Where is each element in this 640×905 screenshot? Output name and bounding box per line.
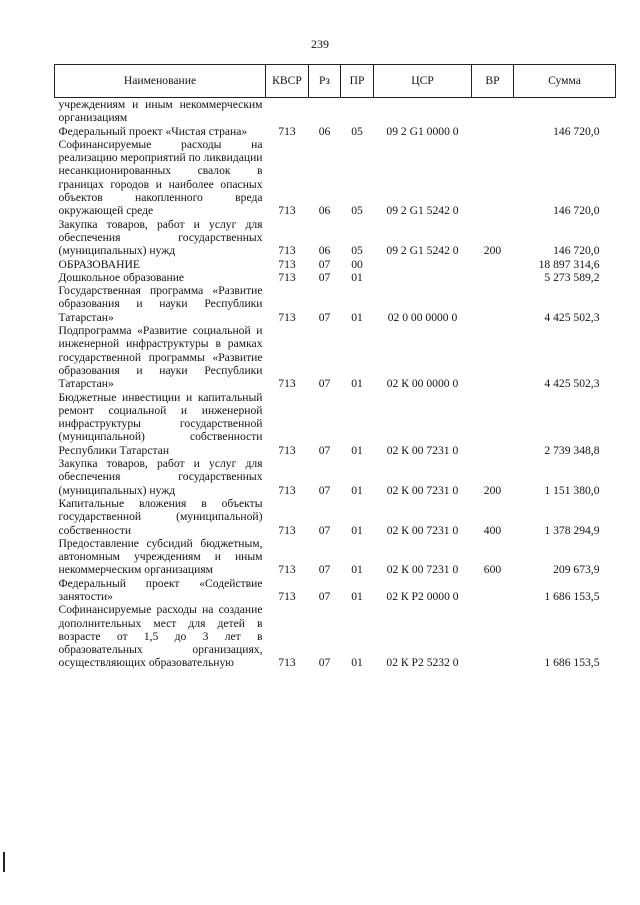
col-header-rz: Рз <box>309 65 341 98</box>
row-vr: 400 <box>483 523 502 537</box>
row-sum: 1 686 153,5 <box>544 589 600 603</box>
row-csr: 02 К 00 7231 0 <box>386 563 459 577</box>
row-csr <box>374 258 472 271</box>
row-pr: 01 <box>351 443 363 457</box>
row-rz: 07 <box>318 589 331 603</box>
row-name: Подпрограмма «Развитие социальной и инженерной инфраструктуры в рамках государственной программы «Развитие образования и науки Республики Татарстан» <box>58 324 263 391</box>
row-rz <box>309 98 341 125</box>
row-vr <box>472 271 514 284</box>
row-name: Софинансируемые расходы на создание дополнительных мест для детей в возрасте от 1,5 до 3 лет в образовательных организациях, осуществляющих образовательную <box>58 603 263 670</box>
row-csr: 02 К 00 0000 0 <box>386 377 459 391</box>
row-vr: 200 <box>483 483 502 497</box>
col-header-kvsr: КВСР <box>266 65 309 98</box>
row-pr: 01 <box>351 270 363 284</box>
row-kvsr: 713 <box>278 523 296 537</box>
row-pr: 01 <box>351 377 363 391</box>
row-pr: 05 <box>351 124 363 138</box>
row-sum: 146 720,0 <box>553 124 600 138</box>
row-vr: 600 <box>483 563 502 577</box>
row-rz: 07 <box>318 257 331 271</box>
col-header-csr: ЦСР <box>374 65 472 98</box>
table-row <box>55 537 616 577</box>
table-row <box>55 324 616 390</box>
row-pr: 01 <box>351 483 363 497</box>
row-sum: 146 720,0 <box>553 204 600 218</box>
table-row <box>55 457 616 497</box>
row-sum: 1 686 153,5 <box>544 656 600 670</box>
row-name: Предоставление субсидий бюджетным, автономным учреждениям и иным некоммерческим организациям <box>58 536 263 577</box>
row-name: Бюджетные инвестиции и капитальный ремонт социальной и инженерной инфраструктуры государственной (муниципальной) собственности Республики Татарстан <box>58 390 263 457</box>
table-row <box>55 258 616 271</box>
row-name: Закупка товаров, работ и услуг для обеспечения государственных (муниципальных) нужд <box>58 217 263 258</box>
row-name: Государственная программа «Развитие образования и науки Республики Татарстан» <box>58 284 263 324</box>
table-row <box>55 125 616 138</box>
row-rz: 07 <box>318 443 331 457</box>
row-pr: 01 <box>351 523 363 537</box>
row-vr <box>472 391 514 457</box>
row-kvsr: 713 <box>278 377 296 391</box>
row-kvsr: 713 <box>278 244 296 258</box>
row-rz: 07 <box>318 270 331 284</box>
row-rz: 07 <box>318 377 331 391</box>
row-sum: 18 897 314,6 <box>538 257 600 271</box>
row-sum: 5 273 589,2 <box>544 270 600 284</box>
row-rz: 06 <box>318 204 331 218</box>
row-kvsr: 713 <box>278 257 296 271</box>
table-row <box>55 271 616 284</box>
row-csr: 02 К 00 7231 0 <box>386 443 459 457</box>
row-sum: 2 739 348,8 <box>544 443 600 457</box>
row-sum: 1 151 380,0 <box>544 483 600 497</box>
row-csr: 09 2 G1 5242 0 <box>386 204 459 218</box>
row-csr <box>374 271 472 284</box>
row-name: Федеральный проект «Чистая страна» <box>58 124 248 138</box>
row-pr: 01 <box>351 310 363 324</box>
row-vr <box>472 125 514 138</box>
row-pr <box>341 98 374 125</box>
row-rz: 07 <box>318 483 331 497</box>
table-row <box>55 391 616 457</box>
row-vr <box>472 284 514 324</box>
row-kvsr: 713 <box>278 589 296 603</box>
row-name: учреждениям и иным некоммерческим организациям <box>58 98 263 125</box>
row-vr <box>472 98 514 125</box>
row-kvsr: 713 <box>278 124 296 138</box>
row-csr: 09 2 G1 5242 0 <box>386 244 459 258</box>
budget-table <box>54 64 616 670</box>
row-vr: 200 <box>483 244 502 258</box>
row-sum: 146 720,0 <box>553 244 600 258</box>
row-rz: 06 <box>318 124 331 138</box>
row-kvsr <box>266 98 309 125</box>
row-csr: 02 К 00 7231 0 <box>386 523 459 537</box>
row-name: Федеральный проект «Содействие занятости» <box>58 576 263 603</box>
col-header-vr: ВР <box>472 65 514 98</box>
row-kvsr: 713 <box>278 563 296 577</box>
row-pr: 01 <box>351 589 363 603</box>
row-vr <box>472 138 514 218</box>
row-csr: 09 2 G1 0000 0 <box>386 124 459 138</box>
row-vr <box>472 603 514 669</box>
row-csr: 02 К P2 5232 0 <box>386 656 459 670</box>
row-pr: 01 <box>351 563 363 577</box>
row-vr <box>472 258 514 271</box>
row-pr: 01 <box>351 656 363 670</box>
row-csr <box>374 98 472 125</box>
row-kvsr: 713 <box>278 443 296 457</box>
table-row <box>55 98 616 125</box>
row-rz: 07 <box>318 563 331 577</box>
row-rz: 06 <box>318 244 331 258</box>
row-pr: 05 <box>351 204 363 218</box>
table-row <box>55 603 616 669</box>
table-row <box>55 577 616 604</box>
row-csr: 02 0 00 0000 0 <box>387 310 458 324</box>
row-kvsr: 713 <box>278 483 296 497</box>
row-sum: 4 425 502,3 <box>544 377 600 391</box>
scan-edge-mark <box>3 852 5 872</box>
table-row <box>55 284 616 324</box>
row-rz: 07 <box>318 310 331 324</box>
row-name: Софинансируемые расходы на реализацию мероприятий по ликвидации несанкционированных свалок в границах городов и наиболее опасных объектов накопленного вреда окружающей среде <box>58 137 263 218</box>
row-name: Капитальные вложения в объекты государственной (муниципальной) собственности <box>58 496 263 537</box>
row-pr: 05 <box>351 244 363 258</box>
row-name: Закупка товаров, работ и услуг для обеспечения государственных (муниципальных) нужд <box>58 457 263 497</box>
row-name: Дошкольное образование <box>58 270 185 284</box>
row-kvsr: 713 <box>278 310 296 324</box>
row-csr: 02 К P2 0000 0 <box>386 589 459 603</box>
table-row <box>55 218 616 258</box>
row-sum <box>514 98 616 125</box>
row-kvsr: 713 <box>278 270 296 284</box>
col-header-pr: ПР <box>341 65 374 98</box>
row-kvsr: 713 <box>278 656 296 670</box>
row-rz: 07 <box>318 656 331 670</box>
row-sum: 4 425 502,3 <box>544 310 600 324</box>
row-vr <box>472 577 514 604</box>
table-header-row <box>55 65 616 98</box>
row-csr: 02 К 00 7231 0 <box>386 483 459 497</box>
row-sum: 1 378 294,9 <box>544 523 600 537</box>
row-pr: 00 <box>351 257 363 271</box>
col-header-name: Наименование <box>55 65 266 98</box>
table-row <box>55 497 616 537</box>
row-sum: 209 673,9 <box>553 563 600 577</box>
table-row <box>55 138 616 218</box>
row-vr <box>472 324 514 390</box>
col-header-sum: Сумма <box>514 65 616 98</box>
row-name: ОБРАЗОВАНИЕ <box>58 257 140 271</box>
row-kvsr: 713 <box>278 204 296 218</box>
row-rz: 07 <box>318 523 331 537</box>
page-number: 239 <box>311 37 329 51</box>
